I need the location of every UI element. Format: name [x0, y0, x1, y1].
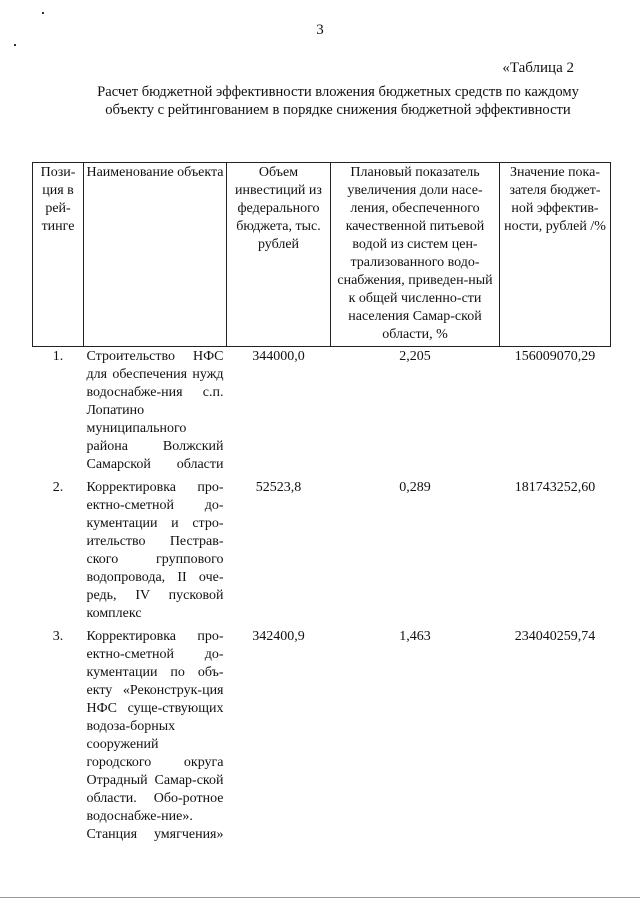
scan-edge-line	[0, 897, 640, 898]
header-indicator: Плановый показатель увеличения доли насе-ления, обеспеченного качественной питьевой водой из систем цен-трализованного водо-снабжения, приведен-ный к общей численно-сти населения Самар-ской области, %	[331, 163, 500, 347]
row-indicator: 0,289	[399, 480, 431, 495]
table-row	[33, 347, 611, 479]
budget-efficiency-table	[32, 162, 611, 848]
header-position: Пози-ция в рей-тинге	[33, 163, 84, 347]
row-position: 3.	[52, 629, 64, 644]
row-object-name: Корректировка про-ектно-сметной до-кументации и стро-ительство Пестрав-ского группового водопровода, II оче-редь, IV пусковой комплекс	[86, 480, 224, 621]
row-investment: 52523,8	[255, 480, 302, 495]
page-number: 3	[316, 22, 324, 38]
header-efficiency: Значение пока-зателя бюджет-ной эффектив-ности, рублей /%	[500, 163, 611, 347]
document-title: Расчет бюджетной эффективности вложения бюджетных средств по каждому объекту с рейтингованием в порядке снижения бюджетной эффективности	[97, 84, 579, 118]
row-indicator: 1,463	[399, 629, 431, 644]
row-object-name: Строительство НФС для обеспечения нужд водоснабже-ния с.п. Лопатино муниципального района Волжский Самарской области	[86, 349, 224, 472]
row-investment: 344000,0	[252, 349, 305, 364]
table-header-row	[33, 163, 611, 347]
row-efficiency: 181743252,60	[514, 480, 596, 495]
row-efficiency: 234040259,74	[514, 629, 596, 644]
row-object-name: Корректировка про-ектно-сметной до-кументации по объ-екту «Реконструк-ция НФС суще-ствующих водоза-борных сооружений городского округа Отрадный Самар-ской области. Обо-ротное водоснабже-ние». Станция умягчения»	[86, 629, 224, 842]
table-label: «Таблица 2	[502, 60, 574, 76]
row-indicator: 2,205	[399, 349, 431, 364]
header-name: Наименование объекта	[84, 163, 227, 347]
row-position: 2.	[52, 480, 64, 495]
header-investment: Объем инвестиций из федерального бюджета, тыс. рублей	[227, 163, 331, 347]
scan-speck	[14, 44, 16, 46]
scan-speck	[42, 12, 44, 14]
row-position: 1.	[52, 349, 64, 364]
row-efficiency: 156009070,29	[514, 349, 596, 364]
row-investment: 342400,9	[252, 629, 305, 644]
table-row	[33, 627, 611, 848]
table-row	[33, 478, 611, 627]
